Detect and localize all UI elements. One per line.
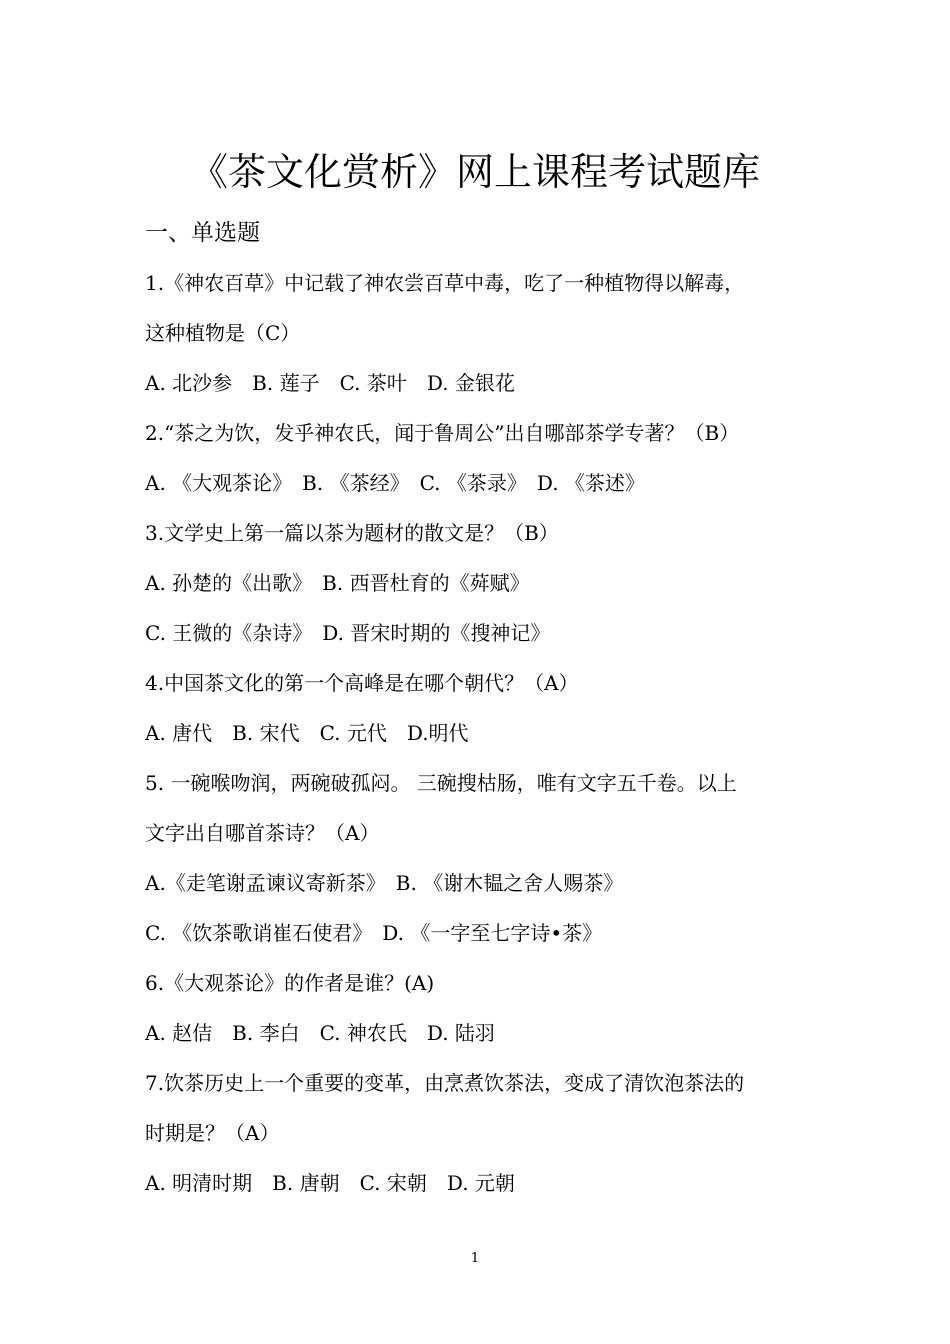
question-5-line-2: 文字出自哪首茶诗？（A） [145, 821, 380, 845]
question-1-options: A. 北沙参 B. 莲子 C. 茶叶 D. 金银花 [145, 371, 515, 395]
question-3: 3.文学史上第一篇以茶为题材的散文是？（B） [145, 521, 559, 545]
question-5-line-1: 5. 一碗喉吻润，两碗破孤闷。 三碗搜枯肠，唯有文字五千卷。以上 [145, 771, 737, 795]
question-1-line-2: 这种植物是（C） [145, 321, 301, 345]
question-4-options: A. 唐代 B. 宋代 C. 元代 D.明代 [145, 721, 469, 745]
section-heading: 一、单选题 [145, 220, 260, 246]
question-3-options-1: A. 孙楚的《出歌》 B. 西晋杜育的《荈赋》 [145, 571, 530, 595]
question-2-options: A. 《大观茶论》 B. 《茶经》 C. 《茶录》 D. 《茶述》 [145, 471, 645, 495]
document-body [145, 208, 810, 1208]
question-6-options: A. 赵佶 B. 李白 C. 神农氏 D. 陆羽 [145, 1021, 495, 1045]
question-2: 2.“茶之为饮，发乎神农氏，闻于鲁周公”出自哪部茶学专著？（B） [145, 421, 740, 445]
document-title: 《茶文化赏析》网上课程考试题库 [189, 150, 760, 194]
question-5-options-2: C. 《饮茶歌诮崔石使君》 D. 《一字至七字诗•茶》 [145, 921, 603, 945]
question-5-options-1: A.《走笔谢孟谏议寄新茶》 B. 《谢木韫之舍人赐茶》 [145, 871, 624, 895]
question-7-options: A. 明清时期 B. 唐朝 C. 宋朝 D. 元朝 [145, 1171, 515, 1195]
page-number: 1 [470, 1251, 480, 1266]
question-7-line-2: 时期是？（A） [145, 1121, 280, 1145]
question-7-line-1: 7.饮茶历史上一个重要的变革，由烹煮饮茶法，变成了清饮泡茶法的 [145, 1071, 745, 1095]
question-3-options-2: C. 王微的《杂诗》 D. 晋宋时期的《搜神记》 [145, 621, 551, 645]
question-1-line-1: 1.《神农百草》中记载了神农尝百草中毒，吃了一种植物得以解毒， [145, 271, 745, 295]
question-4: 4.中国茶文化的第一个高峰是在哪个朝代？（A） [145, 671, 579, 695]
question-6: 6.《大观茶论》的作者是谁？(A) [145, 971, 435, 995]
